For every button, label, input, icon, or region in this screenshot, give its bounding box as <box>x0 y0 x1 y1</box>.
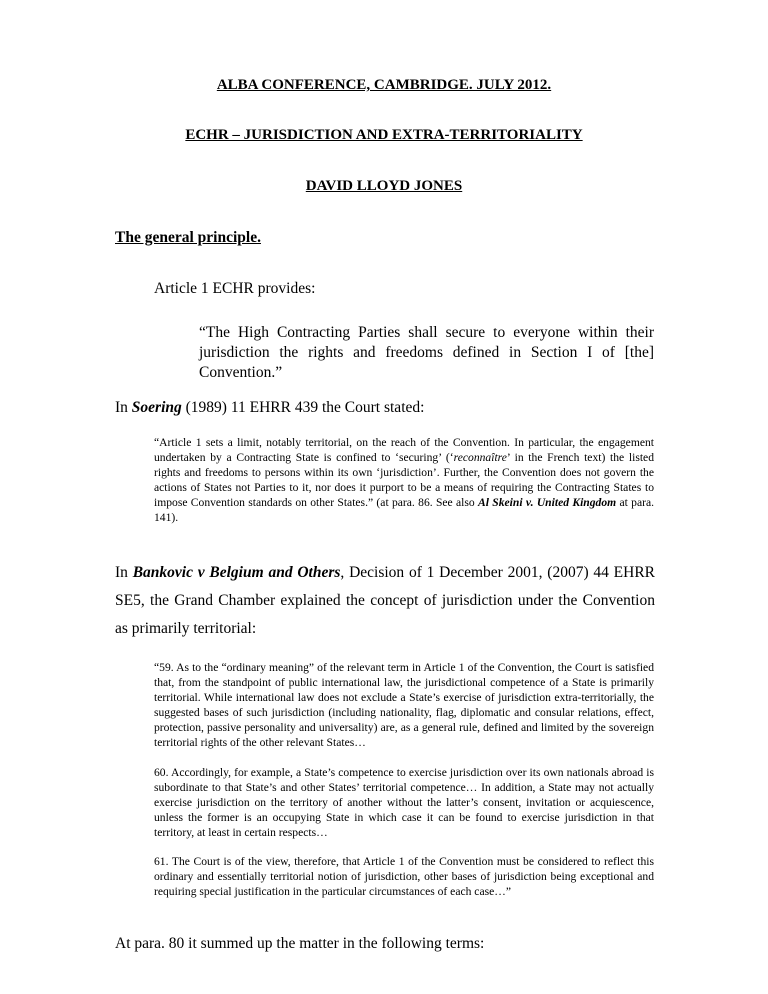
closing-text: At para. 80 it summed up the matter in the following terms: <box>115 935 485 952</box>
soering-lead-prefix: In <box>115 399 132 416</box>
soering-quote-italic: reconnaître <box>453 451 507 464</box>
soering-lead-suffix: (1989) 11 EHRR 439 the Court stated: <box>181 399 425 416</box>
bankovic-para-61: 61. The Court is of the view, therefore, that Article 1 of the Convention must be considered to reflect this ordinary and essentially territorial notion of jurisdiction, other bases of jurisdiction being exceptional and requiring special justification in the particular circumstances of each case…” <box>154 855 654 898</box>
bankovic-lead-suffix: , Decision of 1 December 2001, (2007) 44 EHRR SE5, the Grand Chamber explained the concept of jurisdiction under the Convention as primarily territorial: <box>115 564 655 637</box>
soering-lead <box>115 398 655 418</box>
soering-quote <box>154 435 654 525</box>
bankovic-para-59: “59. As to the “ordinary meaning” of the relevant term in Article 1 of the Convention, the Court is satisfied that, from the standpoint of public international law, the jurisdictional competence of a State is primarily territorial. While international law does not exclude a State’s exercise of jurisdiction extra-territorially, the suggested bases of such jurisdiction (including nationality, flag, diplomatic and consular relations, effect, protection, passive personality and universality) are, as a general rule, defined and limited by the sovereign territorial rights of the other relevant States… <box>154 661 654 749</box>
bankovic-lead <box>115 559 655 643</box>
article1-quote: “The High Contracting Parties shall secure to everyone within their jurisdiction the rights and freedoms defined in Section I of [the] Convention.” <box>199 324 654 381</box>
soering-quote-b: ’ in the French text) the listed rights and freedoms to persons within its own ‘jurisdiction’. Further, the Convention does not govern the actions of States not Parties to it, nor does it purport to be a means of requiring the Contracting States to impose Convention standards on other States.” (at para. 86. See also <box>154 451 655 509</box>
soering-case-name: Soering <box>131 399 182 416</box>
soering-quote-c: at para. 141). <box>154 496 655 524</box>
section-heading: The general principle. <box>115 229 261 246</box>
document-title: ALBA CONFERENCE, CAMBRIDGE. JULY 2012. <box>216 77 552 93</box>
document-author: DAVID LLOYD JONES <box>305 178 463 194</box>
article1-intro: Article 1 ECHR provides: <box>154 280 316 297</box>
soering-quote-case: Al Skeini v. United Kingdom <box>478 496 617 509</box>
bankovic-case-name: Bankovic v Belgium and Others <box>132 564 341 581</box>
bankovic-lead-prefix: In <box>115 564 133 581</box>
bankovic-para-60: 60. Accordingly, for example, a State’s competence to exercise jurisdiction over its own nationals abroad is subordinate to that State’s and other States’ territorial competence… In addition, a State may not actually exercise jurisdiction on the territory of another without the latter’s consent, invitation or acquiescence, unless the former is an occupying State in which case it can be found to exercise jurisdiction in that territory, at least in certain respects… <box>154 766 654 839</box>
document-subtitle: ECHR – JURISDICTION AND EXTRA-TERRITORIALITY <box>185 127 583 143</box>
soering-quote-a: “Article 1 sets a limit, notably territorial, on the reach of the Convention. In particular, the engagement undertaken by a Contracting State is confined to ‘securing’ (‘ <box>154 436 654 464</box>
